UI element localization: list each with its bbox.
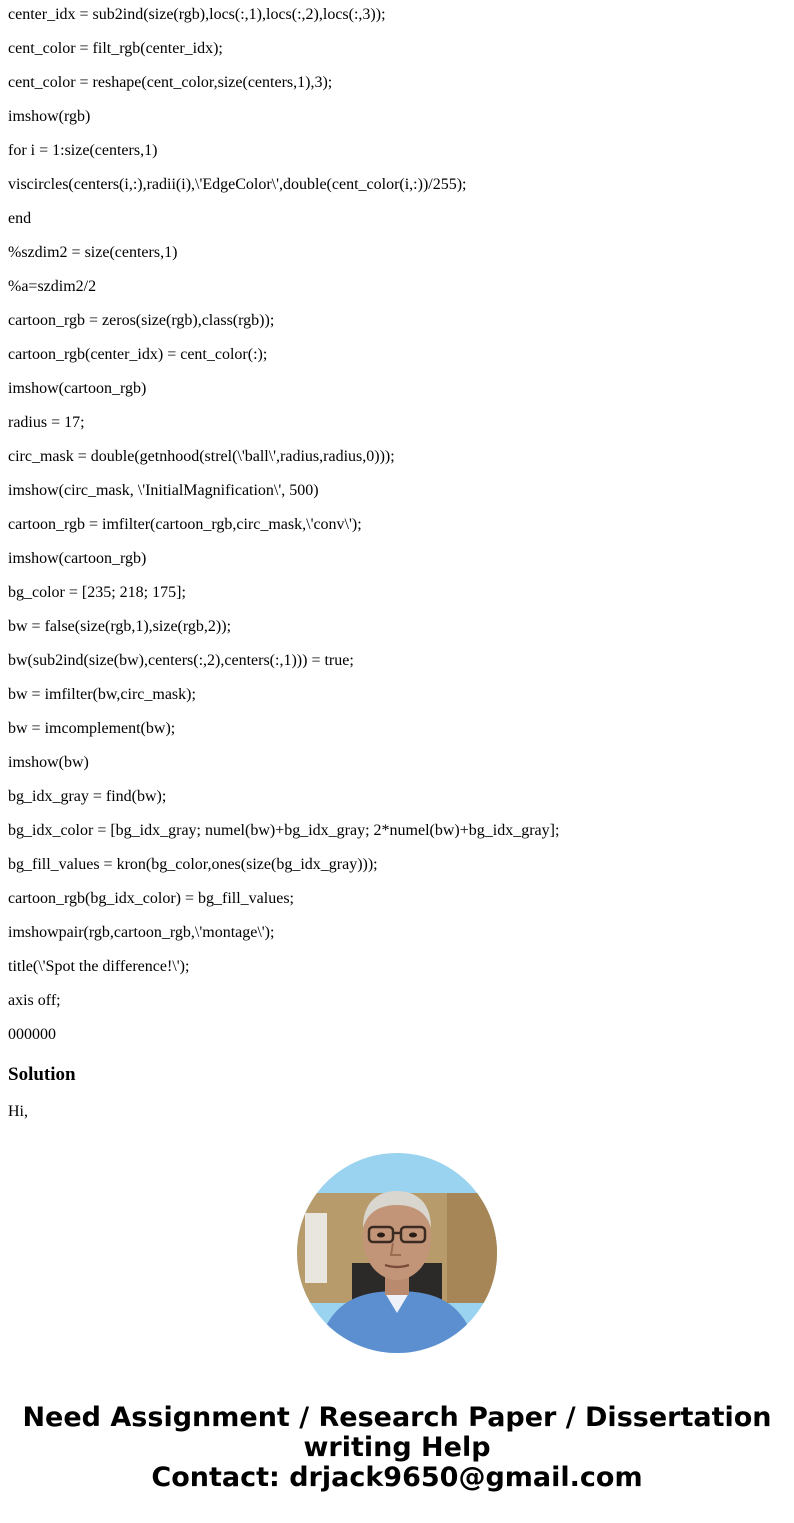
promo-banner	[0, 1403, 794, 1493]
author-portrait	[297, 1153, 497, 1353]
code-line: axis off;	[8, 992, 61, 1009]
code-line: bw(sub2ind(size(bw),centers(:,2),centers(:,1))) = true;	[8, 652, 354, 669]
promo-line-2: writing Help	[303, 1432, 491, 1463]
code-line: imshow(rgb)	[8, 108, 91, 125]
code-line: end	[8, 210, 32, 227]
code-line: imshow(cartoon_rgb)	[8, 380, 147, 397]
code-line: for i = 1:size(centers,1)	[8, 142, 158, 159]
code-line: bg_fill_values = kron(bg_color,ones(size(bg_idx_gray)));	[8, 856, 378, 873]
code-line: bg_color = [235; 218; 175];	[8, 584, 186, 601]
code-line: imshow(circ_mask, \'InitialMagnification\', 500)	[8, 482, 319, 499]
code-line: viscircles(centers(i,:),radii(i),\'EdgeColor\',double(cent_color(i,:))/255);	[8, 176, 467, 193]
promo-line-1: Need Assignment / Research Paper / Dissertation	[22, 1402, 772, 1433]
code-line: bw = imcomplement(bw);	[8, 720, 176, 737]
code-line: %a=szdim2/2	[8, 278, 97, 295]
code-line: bw = false(size(rgb,1),size(rgb,2));	[8, 618, 232, 635]
code-line: cent_color = filt_rgb(center_idx);	[8, 40, 223, 57]
code-line: cartoon_rgb(center_idx) = cent_color(:);	[8, 346, 268, 363]
code-line: imshow(bw)	[8, 754, 89, 771]
code-line: radius = 17;	[8, 414, 85, 431]
code-line: cartoon_rgb = zeros(size(rgb),class(rgb));	[8, 312, 275, 329]
code-line: imshowpair(rgb,cartoon_rgb,\'montage\');	[8, 924, 275, 941]
code-line: circ_mask = double(getnhood(strel(\'ball\',radius,radius,0)));	[8, 448, 395, 465]
code-line: %szdim2 = size(centers,1)	[8, 244, 178, 261]
person-portrait-image	[297, 1153, 497, 1353]
solution-heading: Solution	[8, 1064, 76, 1085]
code-line: bw = imfilter(bw,circ_mask);	[8, 686, 196, 703]
code-listing	[8, 6, 788, 1060]
code-line: cartoon_rgb(bg_idx_color) = bg_fill_values;	[8, 890, 294, 907]
code-line: title(\'Spot the difference!\');	[8, 958, 190, 975]
code-line: bg_idx_color = [bg_idx_gray; numel(bw)+bg_idx_gray; 2*numel(bw)+bg_idx_gray];	[8, 822, 560, 839]
promo-contact: Contact: drjack9650@gmail.com	[151, 1462, 643, 1493]
code-line: cent_color = reshape(cent_color,size(centers,1),3);	[8, 74, 333, 91]
code-line: imshow(cartoon_rgb)	[8, 550, 147, 567]
code-line: cartoon_rgb = imfilter(cartoon_rgb,circ_mask,\'conv\');	[8, 516, 362, 533]
code-line: 000000	[8, 1026, 56, 1043]
code-line: bg_idx_gray = find(bw);	[8, 788, 167, 805]
greeting-text: Hi,	[8, 1103, 28, 1120]
code-line: center_idx = sub2ind(size(rgb),locs(:,1),locs(:,2),locs(:,3));	[8, 6, 386, 23]
